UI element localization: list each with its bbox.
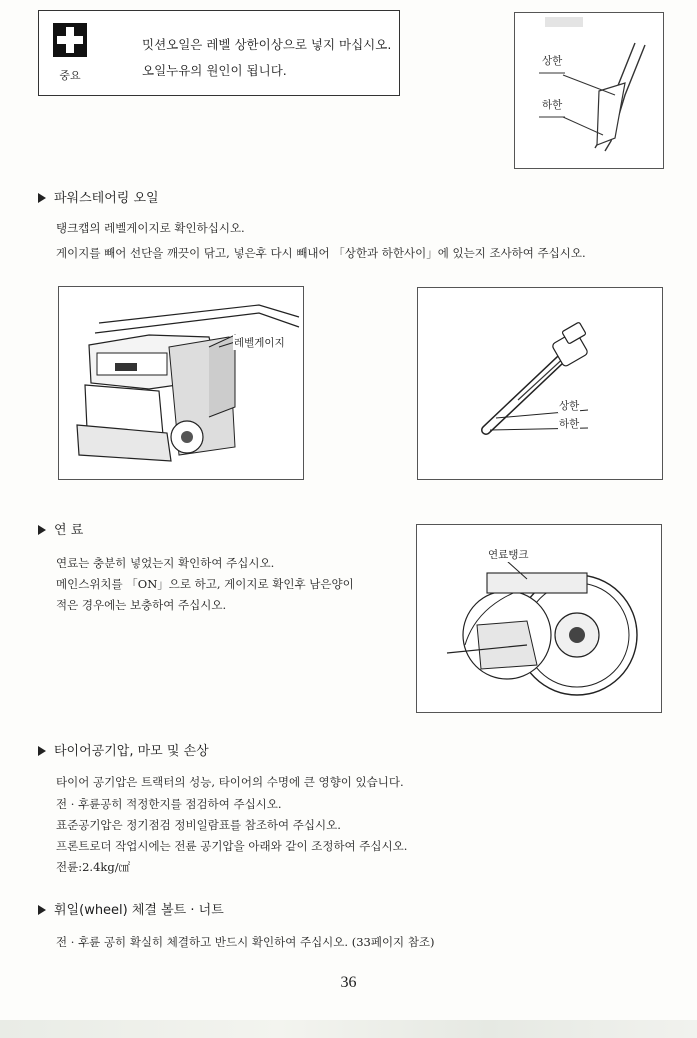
tire-line-3: 표준공기압은 정기점검 정비일람표를 참조하여 주십시오. (56, 818, 341, 832)
fuel-tank-figure (416, 524, 662, 713)
tractor-front-illustration (59, 287, 305, 481)
dipstick-lower-label: 하한 (542, 99, 563, 111)
rear-wheel-illustration (417, 525, 663, 714)
wheel-bolt-line-1: 전 · 후륜 공히 확실히 체결하고 반드시 확인하여 주십시오. (33페이지 참조) (56, 935, 435, 949)
wheel-bolt-heading: 휘일(wheel) 체결 볼트 · 너트 (38, 899, 224, 918)
scan-edge-strip (0, 1020, 697, 1038)
tire-line-5: 전륜:2.4kg/㎠ (56, 860, 131, 874)
steering-upper-label: 상한 (559, 400, 580, 412)
transmission-dipstick-figure (514, 12, 664, 169)
power-steering-dipstick-figure (417, 287, 663, 480)
triangle-bullet-icon (38, 193, 46, 203)
tractor-level-gauge-figure (58, 286, 304, 480)
fuel-line-3: 적은 경우에는 보충하여 주십시오. (56, 598, 227, 612)
triangle-bullet-icon (38, 746, 46, 756)
notice-line-1: 밋션오일은 레벨 상한이상으로 넣지 마십시오. (142, 37, 392, 52)
warning-note-box (38, 10, 400, 96)
power-steering-heading: 파워스테어링 오일 (38, 187, 159, 206)
steering-dipstick-illustration (418, 288, 664, 481)
notice-line-2: 오일누유의 원인이 됩니다. (142, 63, 287, 78)
fuel-line-1: 연료는 충분히 넣었는지 확인하여 주십시오. (56, 556, 275, 570)
fuel-heading: 연 료 (38, 519, 83, 538)
tire-line-4: 프론트로더 작업시에는 전륜 공기압을 아래와 같이 조정하여 주십시오. (56, 839, 408, 853)
power-steering-line-2: 게이지를 빼어 선단을 깨끗이 닦고, 넣은후 다시 빼내어 「상한과 하한사이」에 있는지 조사하여 주십시오. (56, 246, 586, 260)
dipstick-upper-label: 상한 (542, 55, 563, 67)
tire-line-1: 타이어 공기압은 트랙터의 성능, 타이어의 수명에 큰 영향이 있습니다. (56, 775, 404, 789)
tire-line-2: 전 · 후륜공히 적정한지를 점검하여 주십시오. (56, 797, 282, 811)
important-label: 중요 (59, 69, 81, 82)
fuel-tank-label: 연료탱크 (488, 549, 529, 561)
power-steering-line-1: 탱크캡의 레벨게이지로 확인하십시오. (56, 221, 245, 235)
tire-heading: 타이어공기압, 마모 및 손상 (38, 740, 209, 759)
fuel-line-2: 메인스위치를 「ON」으로 하고, 게이지로 확인후 남은양이 (56, 577, 354, 591)
important-cross-icon (53, 23, 87, 57)
triangle-bullet-icon (38, 525, 46, 535)
page-number: 36 (340, 974, 357, 991)
dipstick-illustration (515, 13, 665, 170)
triangle-bullet-icon (38, 905, 46, 915)
level-gauge-label: 레벨게이지 (234, 337, 285, 349)
steering-lower-label: 하한 (559, 418, 580, 430)
